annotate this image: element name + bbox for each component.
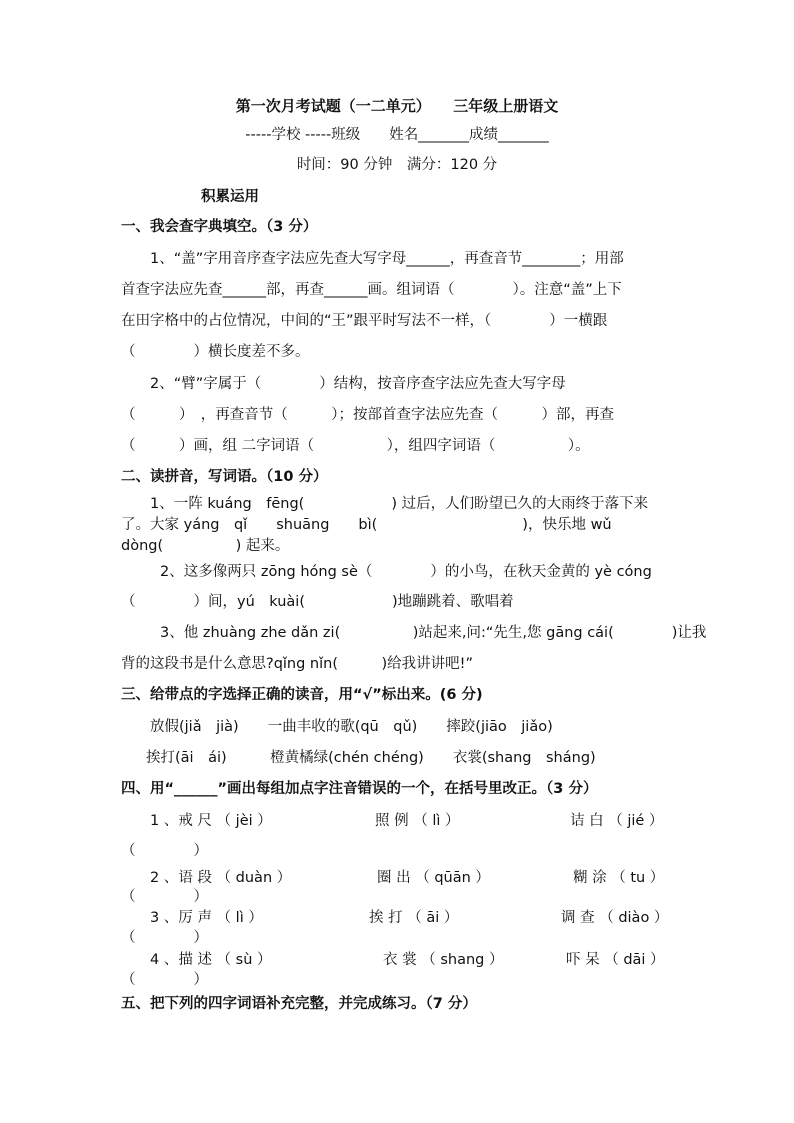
s4-answer-paren: （ ） bbox=[121, 972, 208, 988]
s1-line: 2、“臂”字属于（ ）结构，按音序查字法应先查大写字母 bbox=[150, 376, 566, 392]
s4-item: 照 例 （ lì ） bbox=[375, 813, 460, 829]
student-info-line: -----学校 -----班级 姓名_______成绩_______ bbox=[245, 127, 549, 143]
s4-item: 诘 白 （ jié ） bbox=[570, 813, 664, 829]
s4-answer-paren: （ ） bbox=[121, 930, 208, 946]
s4-item: 吓 呆 （ dāi ） bbox=[566, 952, 665, 968]
section-label: 积累运用 bbox=[201, 189, 259, 205]
section-3-heading: 三、给带点的字选择正确的读音，用“√”标出来。(6 分) bbox=[121, 687, 483, 703]
section-2-heading: 二、读拼音，写词语。（10 分） bbox=[121, 469, 328, 485]
s3-line: 挨打(āi ái) 橙黄橘绿(chén chéng) 衣裳(shang sháng) bbox=[146, 750, 596, 766]
s1-line: （ ） ，再查音节（ ）；按部首查字法应先查（ ）部，再查 bbox=[121, 407, 614, 423]
s1-line: 首查字法应先查______部，再查______画。组词语（ ）。注意“盖”上下 bbox=[121, 282, 622, 298]
s2-line: 1、一阵 kuáng fēng( ) 过后，人们盼望已久的大雨终于落下来 bbox=[150, 496, 649, 512]
s3-line: 放假(jiǎ jià) 一曲丰收的歌(qū qǔ) 摔跤(jiāo jiǎo) bbox=[150, 719, 553, 735]
s4-item: 2 、语 段 （ duàn ） bbox=[150, 870, 292, 886]
s4-item: 挨 打 （ āi ） bbox=[369, 910, 459, 926]
exam-time-line: 时间：90 分钟 满分：120 分 bbox=[296, 157, 498, 173]
exam-title: 第一次月考试题（一二单元） 三年级上册语文 bbox=[235, 97, 559, 115]
s2-line: dòng( ) 起来。 bbox=[121, 538, 290, 554]
section-4-heading: 四、用“______”画出每组加点字注音错误的一个，在括号里改正。（3 分） bbox=[121, 781, 598, 797]
s1-line: （ ）画，组 二字词语（ ），组四字词语（ ）。 bbox=[121, 438, 590, 454]
s4-item: 1 、戒 尺 （ jèi ） bbox=[150, 813, 272, 829]
s1-line: 1、“盖”字用音序查字法应先查大写字母______，再查音节________；用部 bbox=[150, 251, 624, 267]
s4-item: 衣 裳 （ shang ） bbox=[383, 952, 504, 968]
s2-line: 了。大家 yáng qǐ shuāng bì( )，快乐地 wǔ bbox=[121, 517, 612, 533]
s2-line: 背的这段书是什么意思?qǐng nǐn( )给我讲讲吧!” bbox=[121, 656, 473, 672]
s4-item: 圈 出 （ qūān ） bbox=[377, 870, 490, 886]
s2-line: 2、这多像两只 zōng hóng sè（ ）的小鸟，在秋天金黄的 yè cóng bbox=[160, 564, 652, 580]
section-1-heading: 一、我会查字典填空。（3 分） bbox=[121, 219, 318, 235]
s4-item: 3 、厉 声 （ lì ） bbox=[150, 910, 263, 926]
s4-item: 糊 涂 （ tu ） bbox=[573, 870, 665, 886]
s1-line: （ ）横长度差不多。 bbox=[121, 344, 310, 360]
s2-line: （ ）间，yú kuài( )地蹦跳着、歌唱着 bbox=[121, 594, 514, 610]
s4-answer-paren: （ ） bbox=[121, 843, 208, 859]
s1-line: 在田字格中的占位情况，中间的“王”跟平时写法不一样，（ ）一横跟 bbox=[121, 313, 608, 329]
s2-line: 3、他 zhuàng zhe dǎn zi( )站起来,问:“先生,您 gāng cái( )让我 bbox=[160, 625, 707, 641]
s4-answer-paren: （ ） bbox=[121, 889, 208, 905]
section-5-heading: 五、把下列的四字词语补充完整，并完成练习。（7 分） bbox=[121, 996, 477, 1012]
s4-item: 调 查 （ diào ） bbox=[561, 910, 669, 926]
s4-item: 4 、描 述 （ sù ） bbox=[150, 952, 272, 968]
